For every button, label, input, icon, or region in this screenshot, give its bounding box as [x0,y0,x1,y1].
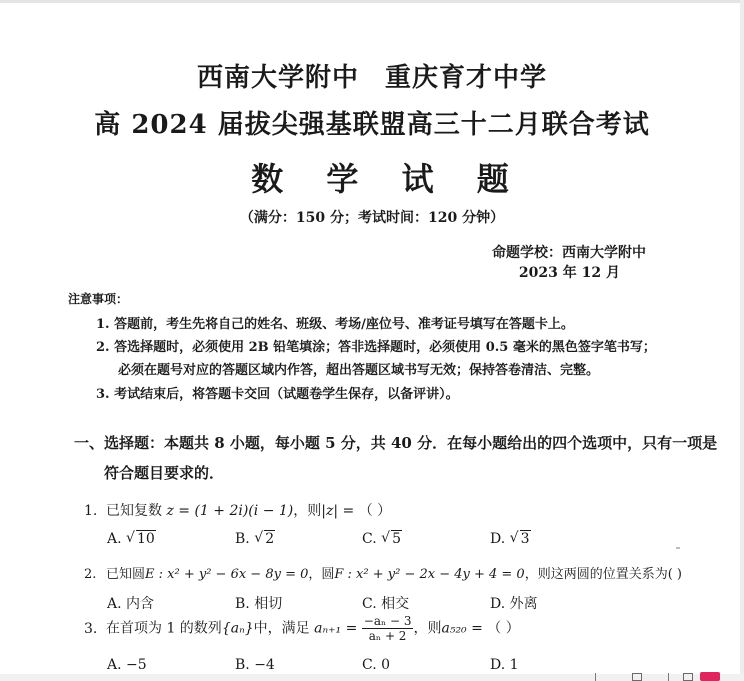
sqrt-icon: √ 3 [510,531,531,547]
sqrt-icon: √ 10 [126,531,156,547]
toolbar-separator [595,673,596,681]
q3-option-d[interactable]: D. 1 [490,657,519,673]
modulus: |z| [321,503,339,519]
app-badge-icon[interactable] [700,672,720,681]
sequence: {aₙ} [221,620,254,637]
subject-title: 数 学 试 题 [251,160,525,198]
complex-expression: z = (1 + 2i)(i − 1) [166,503,294,519]
setter-school: 命题学校：西南大学附中 [492,245,646,261]
sqrt-icon: √ 5 [381,531,402,547]
q2-option-b[interactable]: B. 相切 [235,596,283,612]
school-header [0,57,744,94]
q1-option-b[interactable]: B. √ 2 [235,531,275,547]
note-item-1: 1. 答题前，考生先将自己的姓名、班级、考场/座位号、准考证号填写在答题卡上。 [96,317,574,332]
q2-option-c[interactable]: C. 相交 [362,596,410,612]
recurrence-lhs: aₙ₊₁ = [314,620,358,637]
q2-option-a[interactable]: A. 内含 [107,596,155,612]
q3-option-c[interactable]: C. 0 [362,657,391,673]
q1-option-d[interactable]: D. √ 3 [490,531,531,547]
circle-e-equation: E : x² + y² − 6x − 8y = 0 [145,567,309,582]
question-3-stem: 3. 在首项为 1 的数列{aₙ}中，满足 aₙ₊₁ = $\frac{\text{−aₙ − 3}}{\text{aₙ + 2}}$ ，则a₅₂₀ = （ ） [84,614,520,643]
note-item-2-continued: 必须在题号对应的答题区域内作答，超出答题区域书写无效；保持答卷清洁、完整。 [118,363,600,378]
note-item-2: 2. 答选择题时，必须使用 2B 铅笔填涂；答非选择题时，必须使用 0.5 毫米的黑色签字笔书写； [96,340,656,355]
question-number: 1. [84,503,98,519]
viewer-right-border [740,0,744,681]
school-a: 西南大学附中 [196,63,359,93]
q3-option-a[interactable]: A. −5 [107,657,147,673]
exam-title: 高 2024 届拔尖强基联盟高三十二月联合考试 [94,110,650,140]
exam-date: 2023 年 12 月 [518,265,620,281]
fit-page-icon[interactable] [683,673,693,681]
question-number: 2. [84,567,97,582]
question-2-stem: 2. 已知圆E : x² + y² − 6x − 8y = 0，圆F : x² + y² − 2x − 4y + 4 = 0，则这两圆的位置关系为( ) [84,567,682,582]
section-heading-continued: 符合题目要求的． [104,464,225,482]
exam-meta: （满分：150 分；考试时间：120 分钟） [239,210,505,226]
sqrt-icon: √ 2 [254,531,275,547]
q1-option-c[interactable]: C. √ 5 [362,531,402,547]
target-term: a₅₂₀ [441,620,467,637]
q2-option-d[interactable]: D. 外离 [490,596,538,612]
question-number: 3. [84,620,98,637]
page-view-icon[interactable] [632,673,642,681]
toolbar-separator [668,673,669,681]
viewer-top-border [0,0,744,3]
question-1-stem: 1. 已知复数 z = (1 + 2i)(i − 1)，则|z| = （ ） [84,503,392,519]
scan-speck [676,547,680,549]
note-item-3: 3. 考试结束后，将答题卡交回（试题卷学生保存，以备评讲）。 [96,387,459,402]
section-heading: 一、选择题：本题共 8 小题，每小题 5 分，共 40 分．在每小题给出的四个选项中，只有一项是 [74,434,718,452]
recurrence-fraction: $\frac{\text{−aₙ − 3}}{\text{aₙ + 2}}$ [363,614,412,643]
q1-option-a[interactable]: A. √ 10 [107,531,156,547]
notes-title: 注意事项： [68,292,129,306]
q3-option-b[interactable]: B. −4 [235,657,275,673]
school-b: 重庆育才中学 [385,63,548,93]
circle-f-equation: F : x² + y² − 2x − 4y + 4 = 0 [334,567,525,582]
